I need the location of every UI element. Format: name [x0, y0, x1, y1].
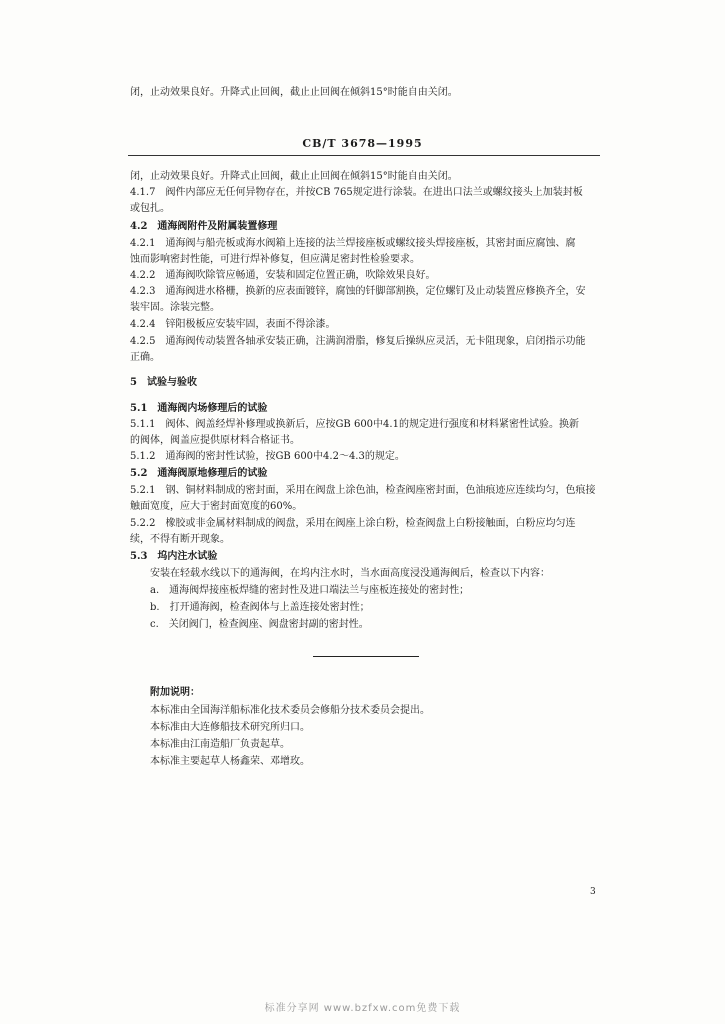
text-line: 4.2.3 通海阀进水格栅，换新的应表面镀锌，腐蚀的钎脚部割换，定位螺钉及止动装置应修换齐全，安	[130, 286, 586, 297]
text-line: 装牢固。涂装完整。	[130, 302, 220, 313]
text-line: 或包扎。	[130, 203, 170, 214]
text-line: 蚀而影响密封性能，可进行焊补修复，但应满足密封性检验要求。	[130, 254, 420, 265]
list-item: a. 通海阀焊接座板焊缝的密封性及进口端法兰与座板连接处的密封性；	[150, 585, 470, 596]
text-line: 4.2.5 通海阀传动装置各轴承安装正确，注满润滑脂，修复后操纵应灵活，无卡阻现象，启闭指示功能	[130, 336, 586, 347]
end-separator	[313, 656, 419, 657]
text-line: 4.2.2 通海阀吹除管应畅通，安装和固定位置正确，吹除效果良好。	[130, 270, 436, 281]
text-line: 触面宽度，应大于密封面宽度的60%。	[130, 501, 303, 512]
text-line: 续，不得有断开现象。	[130, 534, 230, 545]
section-heading: 4.2 通海阀附件及附属装置修理	[130, 221, 278, 232]
text-line: 的阀体，阀盖应提供原材料合格证书。	[130, 435, 300, 446]
text-line: 4.2.1 通海阀与船壳板或海水阀箱上连接的法兰焊接座板或螺纹接头焊接座板，其密封面应腐蚀、腐	[130, 238, 576, 249]
watermark-footer: 标准分享网 www.bzfxw.com免费下载	[264, 1003, 461, 1014]
note-line: 本标准由大连修船技术研究所归口。	[150, 722, 310, 733]
list-item: c. 关闭阀门，检查阀座、阀盘密封副的密封性。	[150, 619, 369, 630]
text-line: 5.1.1 阀体、阀盖经焊补修理或换新后，应按GB 600中4.1的规定进行强度和材料紧密性试验。换新	[130, 419, 579, 430]
text-line: 5.2.2 橡胶或非金属材料制成的阀盘，采用在阀座上涂白粉，检查阀盘上白粉接触面，白粉应均匀连	[130, 518, 576, 529]
header-rule	[128, 155, 600, 156]
section-heading: 5.1 通海阀内场修理后的试验	[130, 403, 268, 414]
chapter-heading: 5 试验与验收	[130, 377, 197, 388]
note-line: 本标准由江南造船厂负责起草。	[150, 739, 290, 750]
page-number: 3	[590, 887, 596, 897]
text-line: 5.1.2 通海阀的密封性试验，按GB 600中4.2～4.3的规定。	[130, 451, 405, 462]
section-heading: 5.2 通海阀原地修理后的试验	[130, 468, 268, 479]
text-line: 4.1.7 阀件内部应无任何异物存在，并按CB 765规定进行涂装。在进出口法兰或螺纹接头上加装封板	[130, 187, 583, 198]
standard-header: CB/T 3678—1995	[302, 137, 423, 150]
text-line: 4.2.4 锌阳极板应安装牢固，表面不得涂漆。	[130, 319, 336, 330]
text-line: 正确。	[130, 352, 160, 363]
carryover-text: 闭，止动效果良好。升降式止回阀，截止止回阀在倾斜15°时能自由关闭。	[130, 87, 458, 98]
list-item: b. 打开通海阀，检查阀体与上盖连接处密封性；	[150, 602, 370, 613]
text-line: 安装在轻载水线以下的通海阀，在坞内注水时，当水面高度浸没通海阀后，检查以下内容：	[150, 568, 550, 579]
section-heading: 5.3 坞内注水试验	[130, 551, 218, 562]
text-line: 5.2.1 钢、铜材料制成的密封面，采用在阀盘上涂色油，检查阀座密封面，色油痕迹应连续均匀，色痕接	[130, 485, 596, 496]
notes-title: 附加说明：	[150, 687, 200, 698]
note-line: 本标准由全国海洋船标准化技术委员会修船分技术委员会提出。	[150, 705, 430, 716]
note-line: 本标准主要起草人杨鑫荣、邓增玫。	[150, 756, 310, 767]
text-line: 闭，止动效果良好。升降式止回阀，截止止回阀在倾斜15°时能自由关闭。	[130, 171, 458, 182]
